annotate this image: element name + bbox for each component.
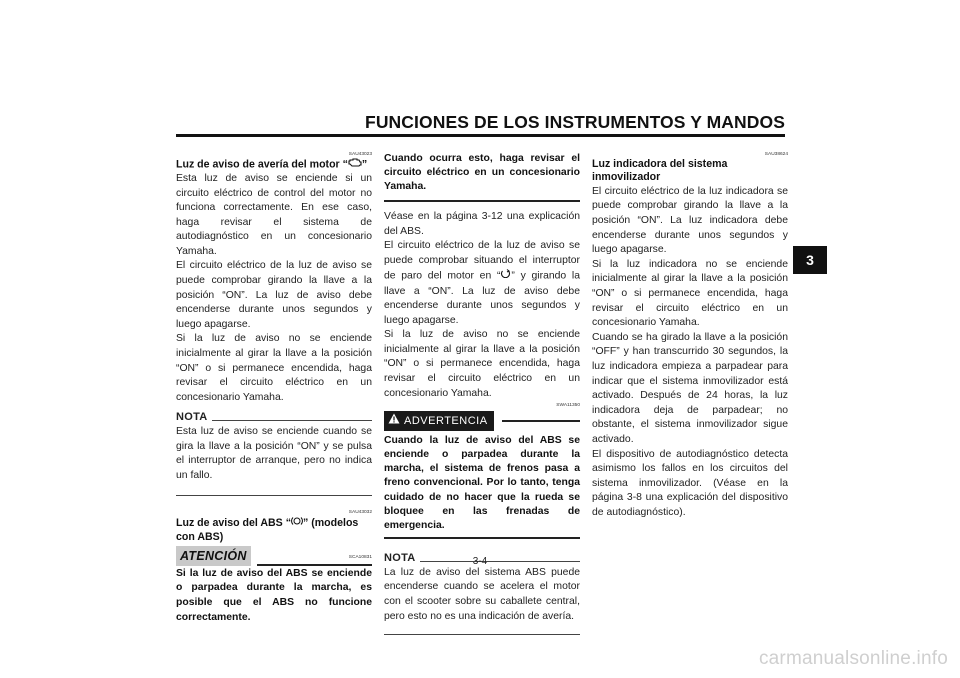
note-header (176, 410, 372, 425)
paragraph: Véase en la página 3-12 una explicación del ABS. (384, 211, 580, 237)
column-1 (176, 152, 372, 625)
engine-stop-run-icon (500, 268, 511, 284)
warning-end-rule (384, 537, 580, 539)
caution-end-rule (384, 200, 580, 202)
caution-label: ATENCIÓN (176, 546, 251, 566)
warning-header (384, 411, 580, 431)
note-text: La luz de aviso del sistema ABS puede encenderse cuando se acelera el motor con el scooter sobre su caballete central, pero esto no es una indicación de avería. (384, 566, 580, 622)
warning-label: ADVERTENCIA (404, 414, 488, 427)
section-code: SAU38624 (764, 152, 788, 157)
warning-rule (502, 420, 580, 422)
column-3 (592, 152, 788, 520)
caution-text: Si la luz de aviso del ABS se enciende o parpadea durante la marcha, es posible que el ABS no funcione correctamente. (176, 567, 372, 623)
paragraph (384, 239, 580, 328)
watermark: carmanualsonline.info (758, 648, 948, 669)
warning-label-box (384, 411, 494, 431)
paragraph: El circuito eléctrico de la luz indicadora se puede comprobar girando la llave a la posición “ON”. La luz indicadora debe encenderse durante unos segundos y luego apagarse. (592, 185, 788, 256)
page-title: FUNCIONES DE LOS INSTRUMENTOS Y MANDOS (365, 112, 785, 132)
note-label: NOTA (384, 552, 416, 565)
caution-code: SCA10831 (348, 554, 372, 560)
paragraph: El circuito eléctrico de la luz de aviso se puede comprobar girando la llave a la posición “ON”. La luz de aviso debe encenderse durante unos segundos y luego apagarse. (176, 260, 372, 330)
paragraph: Esta luz de aviso se enciende si un circuito eléctrico de control del motor no funciona correctamente. En ese caso, haga revisar el sistema de autodiagnóstico en un concesionario Yamaha. (176, 172, 372, 257)
section-code: SAU43032 (348, 510, 372, 516)
abs-icon (291, 516, 303, 530)
paragraph: El dispositivo de autodiagnóstico detecta asimismo los fallos en los circuitos del sistema inmovilizador. (Véase en la página 3-8 una explicación del dispositivo de autodiagnóstico). (592, 448, 788, 518)
section-heading-abs-warning (176, 516, 372, 544)
warning-text: Cuando la luz de aviso del ABS se enciende o parpadea durante la marcha, el sistema de frenos pasa a freno convencional. Por lo tanto, tenga cuidado de no hacer que la rueda se bloquee en las frenadas de emergencia. (384, 434, 580, 532)
paragraph: Si la luz indicadora no se enciende inicialmente al girar la llave a la posición “ON” o si permanece encendida, haga revisar el circuito eléctrico en un concesionario Yamaha. (592, 258, 788, 329)
paragraph: Cuando se ha girado la llave a la posición “OFF” y han transcurrido 30 segundos, la luz indicadora empieza a parpadear para indicar que el sistema inmovilizador está activado. Después de 24 horas, la luz indicadora deja de parpadear; no obstante, el sistema inmovilizador sigue activado. (592, 331, 788, 445)
heading-text-end: ” (361, 158, 368, 171)
section-heading-immobilizer: Luz indicadora del sistema inmovilizador (592, 158, 728, 184)
engine-icon (348, 158, 362, 171)
note-end-rule (384, 634, 580, 635)
note-label: NOTA (176, 411, 208, 424)
page-number: 3-4 (472, 556, 488, 567)
paragraph: Si la luz de aviso no se enciende inicialmente al girar la llave a la posición “ON” o si permanece encendida, haga revisar el circuito eléctrico en un concesionario Yamaha. (384, 329, 580, 399)
note-text: Esta luz de aviso se enciende cuando se gira la llave a la posición “ON” y se pulsa el interruptor de arranque, pero no indica un fallo. (176, 426, 372, 481)
section-code: SAU43023 (348, 152, 372, 157)
paragraph-text: El circuito eléctrico de la luz de aviso se puede comprobar situando el interruptor de paro del motor en “ (384, 240, 580, 282)
warning-triangle-icon (388, 413, 400, 429)
note-end-rule (176, 495, 372, 496)
warning-code: SWA11350 (556, 403, 580, 409)
chapter-tab: 3 (793, 246, 827, 274)
section-heading-engine-warning (176, 158, 372, 172)
header-rule (176, 134, 785, 137)
paragraph: Si la luz de aviso no se enciende inicialmente al girar la llave a la posición “ON” o si permanece encendida, haga revisar el circuito eléctrico en un concesionario Yamaha. (176, 333, 372, 403)
heading-text: Luz de aviso de avería del motor “ (176, 158, 348, 171)
paragraph-text: ” y girando la llave a “ON”. La luz de aviso debe encenderse durante unos segundos y luego apagarse. (384, 270, 580, 326)
heading-text: Luz de aviso del ABS “ (176, 517, 291, 530)
heading-text-end: ” (modelos con ABS) (176, 517, 359, 543)
caution-text-continued: Cuando ocurra esto, haga revisar el circuito eléctrico en un concesionario Yamaha. (384, 153, 580, 192)
note-rule (212, 420, 372, 421)
